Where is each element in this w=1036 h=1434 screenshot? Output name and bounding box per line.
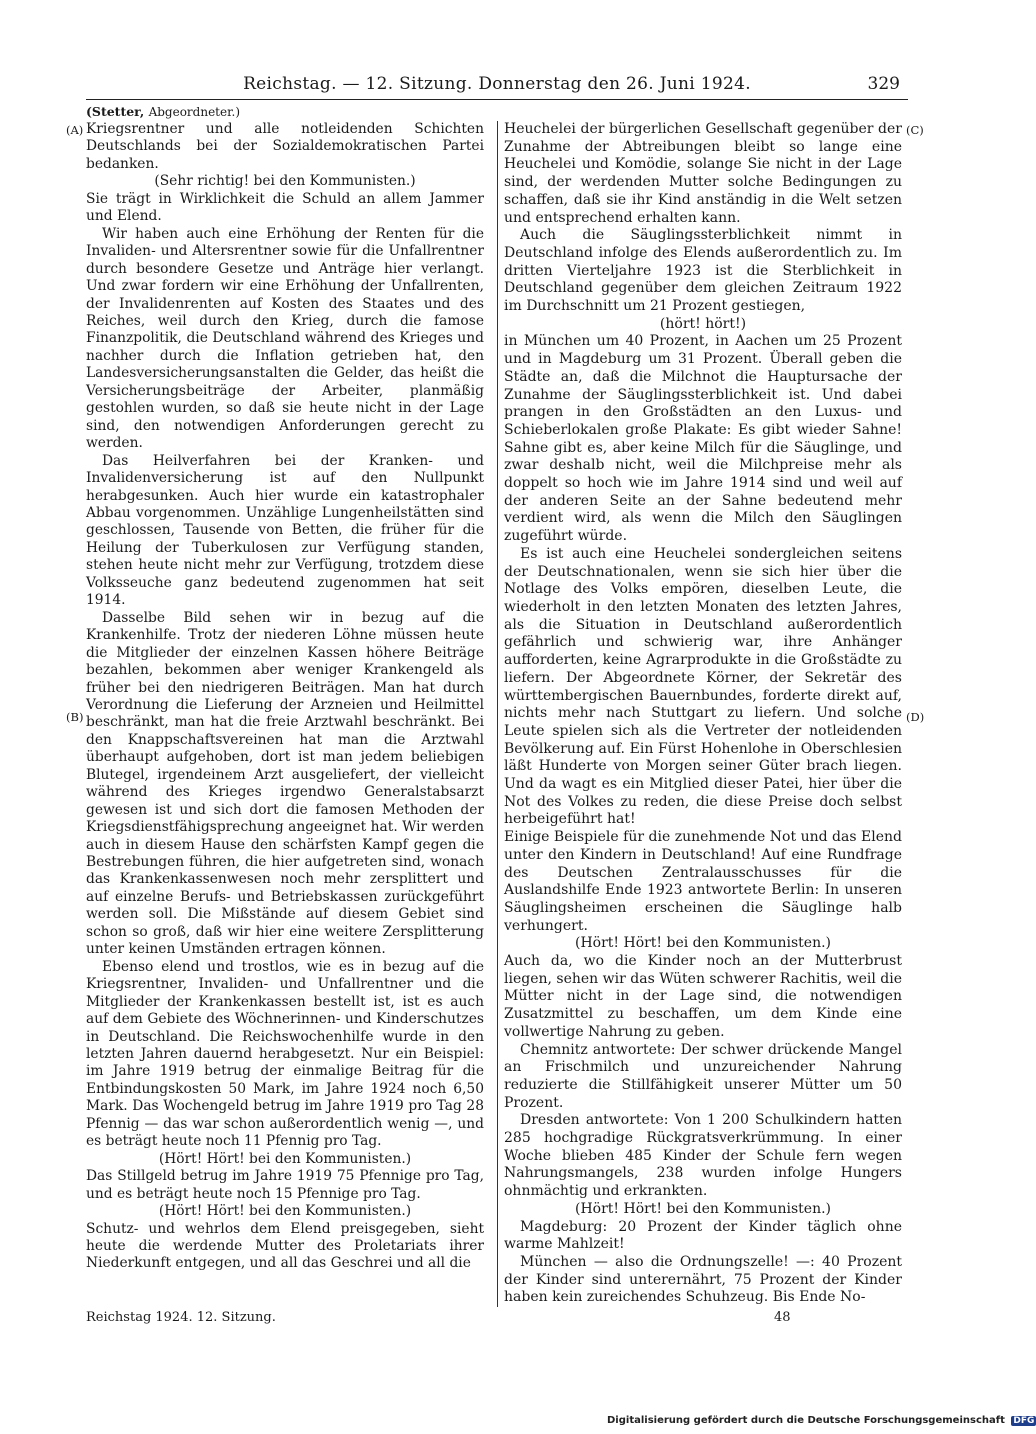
paragraph: in München um 40 Prozent, in Aachen um 25 Prozent und in Magdeburg um 31 Prozent. Überall geben die Städte an, daß die Milchnot die Hauptursache der Zunahme der Säuglingssterblichkeit ist. Und dabei prangen in den Großstädten an den Luxus- und Schieberlokalen große Plakate: Es gibt wieder Sahne! Sahne gibt es, aber keine Milch für die Säuglinge, und zwar deshalb nicht, weil die Milchpreise mehr als doppelt so hoch wie im Jahre 1914 sind und weil auf der anderen Seite an der Sahne bedeutend mehr verdient wird, als wenn die Milch den Säuglingen zugeführt würde.: [504, 333, 902, 545]
margin-mark-d: (D): [906, 710, 925, 724]
margin-mark-b: (B): [66, 710, 84, 724]
header-rule: [86, 99, 908, 100]
paragraph: Chemnitz antwortete: Der schwer drückende Mangel an Frischmilch und unzureichender Nahrung reduzierte die Stillfähigkeit unserer Mütter um 50 Prozent.: [504, 1041, 902, 1111]
footer-signature: 48: [774, 1310, 791, 1325]
paragraph: Das Stillgeld betrug im Jahre 1919 75 Pfennige pro Tag, und es beträgt heute noch 15 Pfennige pro Tag.: [86, 1168, 484, 1202]
right-column: [504, 121, 902, 1307]
interjection: (hört! hört!): [659, 315, 747, 332]
speaker-label: [86, 104, 240, 119]
dfg-logo: DFG: [1013, 1416, 1035, 1426]
paragraph: Heuchelei der bürgerlichen Gesellschaft gegenüber der Zunahme der Abtreibungen bleibt so lange eine Heuchelei und Komödie, solange Sie nicht in der Lage sind, der werdenden Mutter solche Bedingungen zu schaffen, daß sie ihr Kind anständig in die Welt setzen und entsprechend erhalten kann.: [504, 121, 902, 226]
paragraph: Auch die Säuglingssterblichkeit nimmt in Deutschland infolge des Elends außerordentlich zu. Im dritten Vierteljahre 1923 ist die Sterblichkeit in Deutschland gegenüber dem gleichen Zeitraum 1922 im Durchschnitt um 21 Prozent gestiegen,: [504, 227, 902, 315]
paragraph: Einige Beispiele für die zunehmende Not und das Elend unter den Kindern in Deutschland! Auf eine Rundfrage des Deutschen Zentralausschusses für die Auslandshilfe Ende 1923 antwortete Berlin: In unseren Säuglingsheimen erscheinen die Säuglinge halb verhungert.: [504, 829, 902, 934]
paragraph: Magdeburg: 20 Prozent der Kinder täglich ohne warme Mahlzeit!: [504, 1218, 902, 1253]
paragraph: Sie trägt in Wirklichkeit die Schuld an allem Jammer und Elend.: [86, 190, 484, 225]
paragraph: Auch da, wo die Kinder noch an der Mutterbrust liegen, sehen wir das Wüten schwerer Rachitis, weil die Mütter nicht in der Lage sind, die notwendigen Zusatzmittel zu beschaffen, um dem Kinde eine vollwertige Nahrung zu geben.: [504, 953, 902, 1040]
interjection: (Hört! Hört! bei den Kommunisten.): [574, 1200, 831, 1217]
page-header: [86, 74, 908, 100]
margin-mark-a: (A): [66, 123, 84, 137]
paragraph: Ebenso elend und trostlos, wie es in bezug auf die Kriegsrentner, Invaliden- und Unfallrentner und die Mitglieder der Krankenkassen bestellt ist, ist es auch auf dem Gebiete des Wöchnerinnen- und Kinderschutzes in Deutschland. Die Reichswochenhilfe wurde in den letzten Jahren dauernd herabgesetzt. Nur ein Beispiel: im Jahre 1919 betrug der einmalige Beitrag für die Entbindungskosten 50 Mark, im Jahre 1924 noch 6,50 Mark. Das Wochengeld betrug im Jahre 1919 pro Tag 28 Pfennig — das war schon außerordentlich wenig —, und es beträgt heute noch 11 Pfennig pro Tag.: [86, 958, 484, 1150]
paragraph: Wir haben auch eine Erhöhung der Renten für die Invaliden- und Altersrentner sowie für die Unfallrentner durch besondere Gesetze und Anträge hier verlangt. Und zwar fordern wir eine Erhöhung der Unfallrenten, der Invalidenrenten auf Kosten des Staates und des Reiches, weil durch den Krieg, durch die famose Finanzpolitik, die Deutschland während des Krieges und nachher durch die Inflation getrieben hat, den Landesversicherungsanstalten die Gelder, das heißt die Versicherungsbeiträge der Arbeiter, planmäßig gestohlen wurden, so daß sie heute nicht in der Lage sind, den notwendigen Anforderungen gerecht zu werden.: [86, 225, 484, 452]
footer-session-label: Reichstag 1924. 12. Sitzung.: [86, 1310, 276, 1325]
credit-text: Digitalisierung gefördert durch die Deutsche Forschungsgemeinschaft: [607, 1415, 1005, 1426]
interjection: (Sehr richtig! bei den Kommunisten.): [154, 173, 416, 190]
paragraph: München — also die Ordnungszelle! —: 40 Prozent der Kinder sind unterernährt, 75 Prozent der Kinder haben kein zureichendes Schuhzeug. Bis Ende No-: [504, 1254, 902, 1306]
speaker-role: Abgeordneter.): [148, 105, 241, 119]
paragraph: Das Heilverfahren bei der Kranken- und Invalidenversicherung ist auf den Nullpunkt herabgesunken. Auch hier wurde ein katastrophaler Abbau vorgenommen. Unzählige Lungenheilstätten sind geschlossen, Tausende von Betten, die früher für die Heilung der Tuberkulosen zur Verfügung standen, stehen heute nicht mehr zur Verfügung, trotzdem diese Volksseuche ganz bedeutend zugenommen hat seit 1914.: [86, 452, 484, 609]
paragraph: Kriegsrentner und alle notleidenden Schichten Deutschlands bei der Sozialdemokratischen Partei bedanken.: [86, 121, 484, 172]
interjection: (Hört! Hört! bei den Kommunisten.): [574, 935, 831, 952]
margin-mark-c: (C): [906, 123, 924, 137]
digitization-credit: [607, 1415, 1036, 1426]
paragraph: Schutz- und wehrlos dem Elend preisgegeben, sieht heute die werdende Mutter des Proletariats ihrer Niederkunft entgegen, und all das Geschrei und all die: [86, 1220, 484, 1272]
running-title: Reichstag. — 12. Sitzung. Donnerstag den 26. Juni 1924.: [243, 74, 751, 94]
paragraph: Dresden antwortete: Von 1 200 Schulkindern hatten 285 hochgradige Rückgratsverkrümmung. In einer Woche blieben 485 Kinder der Schule fern wegen Nahrungsmangels, 238 wurden infolge Hungers ohnmächtig und erkrankten.: [504, 1112, 902, 1200]
interjection: (Hört! Hört! bei den Kommunisten.): [158, 1203, 412, 1220]
page-number: 329: [867, 74, 900, 94]
column-divider: [497, 121, 498, 1307]
paragraph: Es ist auch eine Heuchelei sondergleichen seitens der Deutschnationalen, wenn sie sich hier über die Notlage des Volks empören, dieselben Leute, die wiederholt in den letzten Monaten des letzten Jahres, als die Situation in Deutschland außerordentlich gefährlich und schwierig war, ihre Anhänger aufforderten, keine Agrarprodukte in die Großstädte zu liefern. Der Abgeordnete Körner, der Sekretär des württembergischen Bauernbundes, forderte direkt auf, nichts mehr nach Stuttgart zu liefern. Und solche Leute spielen sich als die Vertreter der notleidenden Bevölkerung auf. Ein Fürst Hohenlohe in Oberschlesien läßt Hunderte von Morgen seiner Güter brach liegen. Und da wagt es ein Mitglied dieser Patei, hier über die Not des Volkes zu reden, die diese Preise doch selbst herbeigeführt hat!: [504, 545, 902, 828]
interjection: (Hört! Hört! bei den Kommunisten.): [158, 1150, 412, 1167]
left-column: [86, 121, 484, 1273]
paragraph: Dasselbe Bild sehen wir in bezug auf die Krankenhilfe. Trotz der niederen Löhne müssen heute die Mitglieder der einzelnen Kassen höhere Beiträge bezahlen, bekommen aber weniger Krankengeld als früher bei den niedrigeren Beiträgen. Man hat durch Verordnung die Lieferung der Arzneien und Heilmittel beschränkt, man hat die freie Arztwahl beschränkt. Bei den Knappschaftsvereinen hat man die Arztwahl überhaupt aufgehoben, dort ist man jedem beliebigen Blutegel, irgendeinem Arzt ausgeliefert, der vielleicht während des Krieges irgendwo Generalstabsarzt gewesen ist und sich dort die famosen Methoden der Kriegsdienstfähigsprechung angeeignet hat. Wir werden auch in diesem Hause den schärfsten Kampf gegen die Bestrebungen führen, die hier aufgetreten sind, wonach das Krankenkassenwesen noch mehr zersplittert und auf einzelne Berufs- und Betriebskassen zurückgeführt werden soll. Die Mißstände auf diesem Gebiet sind schon so groß, daß wir hier eine weitere Zersplitterung unter keinen Umständen ertragen können.: [86, 609, 484, 958]
speaker-name: (Stetter,: [86, 104, 145, 119]
